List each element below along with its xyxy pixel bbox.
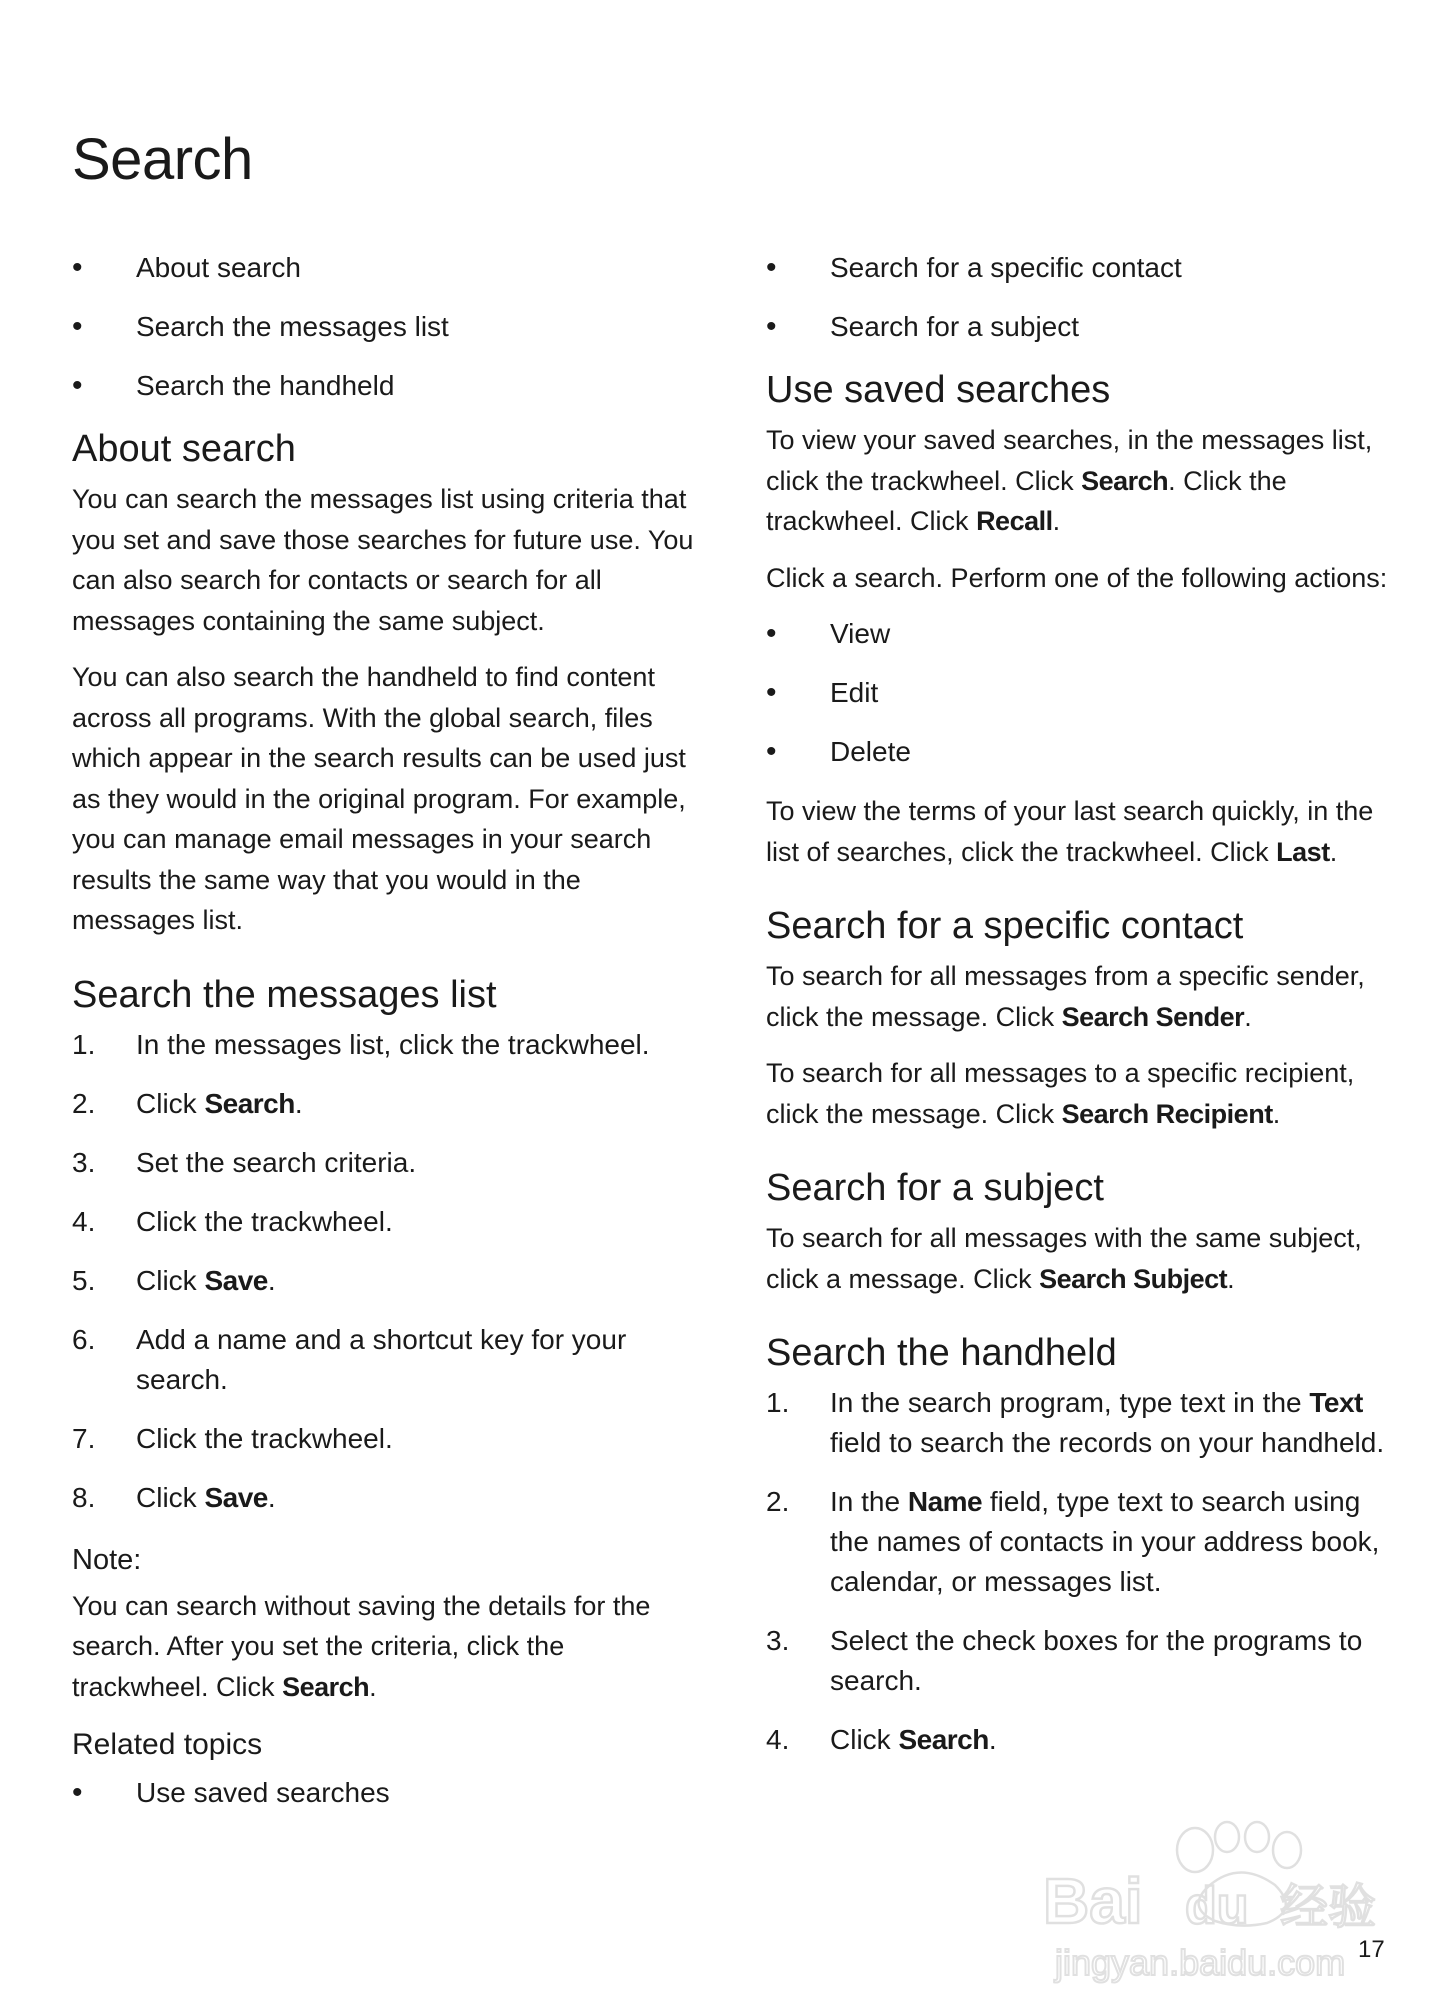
step-text: Add a name and a shortcut key for your search. <box>136 1323 627 1395</box>
text-run: To search for all messages to a specific recipient, click the message. Click <box>766 1058 1355 1129</box>
svg-text:du: du <box>1185 1877 1249 1935</box>
step-number: 6. <box>72 1323 96 1355</box>
step-item <box>72 1143 697 1183</box>
step-text-end: . <box>294 1087 303 1119</box>
topic-link-search-messages-list[interactable]: • Search the messages list <box>72 307 697 347</box>
menu-term: Search <box>898 1724 989 1755</box>
step-number: 4. <box>766 1724 790 1755</box>
step-number: 8. <box>72 1481 96 1513</box>
step-text-end: . <box>267 1481 276 1513</box>
page-title: Search <box>72 127 253 192</box>
search-contact-paragraph-2 <box>766 1053 1392 1134</box>
svg-text:jingyan.baidu.com: jingyan.baidu.com <box>1055 1942 1346 1983</box>
note-text <box>72 1586 697 1708</box>
step-number: 1. <box>766 1387 790 1418</box>
step-number: 4. <box>72 1205 96 1237</box>
saved-search-actions <box>766 614 1392 772</box>
about-search-paragraph-1: You can search the messages list using criteria that you set and save those searches for future use. You can also search for contacts or search for all messages containing the same subject. <box>72 484 694 636</box>
step-text: Click <box>136 1264 205 1296</box>
menu-term: Recall <box>976 506 1053 536</box>
step-text: Select the check boxes for the programs to search. <box>830 1625 1363 1696</box>
menu-term: Last <box>1276 836 1330 867</box>
right-topic-list <box>766 248 1392 347</box>
step-item <box>72 1084 697 1124</box>
text-run: . <box>1329 836 1338 867</box>
step-text: field to search the records on your handheld. <box>830 1427 1385 1458</box>
step-text: In the <box>830 1486 908 1517</box>
step-item <box>766 1383 1392 1463</box>
related-topics-label: Related topics <box>72 1728 263 1761</box>
search-contact-paragraph-1 <box>766 956 1392 1037</box>
topic-link-about-search[interactable]: • About search <box>72 248 697 288</box>
step-item <box>766 1621 1392 1701</box>
action-edit: • Edit <box>766 673 1392 713</box>
left-column <box>72 248 697 1832</box>
related-topics-list <box>72 1773 697 1813</box>
related-link-use-saved-searches[interactable]: • Use saved searches <box>72 1773 697 1813</box>
menu-term: Save <box>204 1481 268 1513</box>
note-text-start: You can search without saving the details for the search. After you set the criteria, click the trackwheel. Click <box>72 1590 651 1702</box>
search-messages-steps <box>72 1025 697 1518</box>
step-item <box>72 1025 697 1065</box>
text-run: To view your saved searches, in the messages list, click the trackwheel. Click <box>766 425 1373 496</box>
search-subject-heading: Search for a subject <box>766 1167 1104 1209</box>
search-messages-heading: Search the messages list <box>72 973 497 1016</box>
text-run: . <box>1052 506 1061 536</box>
svg-text:Bai: Bai <box>1043 1865 1143 1937</box>
step-text: In the search program, type text in the <box>830 1387 1310 1418</box>
text-run: To search for all messages with the same subject, click a message. Click <box>766 1223 1362 1294</box>
step-text: Click <box>830 1724 899 1755</box>
saved-searches-heading: Use saved searches <box>766 369 1111 411</box>
menu-term: Search Subject <box>1039 1263 1228 1294</box>
search-subject-paragraph <box>766 1218 1392 1299</box>
menu-term: Save <box>204 1264 268 1296</box>
svg-text:经验: 经验 <box>1280 1879 1377 1935</box>
menu-term: Search Sender <box>1061 1001 1245 1032</box>
step-number: 7. <box>72 1422 96 1454</box>
saved-searches-paragraph-1 <box>766 420 1392 542</box>
text-run: . <box>1272 1098 1281 1129</box>
note-text-end: . <box>369 1671 377 1702</box>
step-number: 3. <box>766 1625 790 1656</box>
step-item <box>766 1720 1392 1760</box>
topic-link-search-subject[interactable]: • Search for a subject <box>766 307 1392 347</box>
step-number: 3. <box>72 1146 96 1178</box>
search-handheld-heading: Search the handheld <box>766 1332 1117 1374</box>
topic-link-search-contact[interactable]: • Search for a specific contact <box>766 248 1392 288</box>
text-run: To view the terms of your last search quickly, in the list of searches, click the trackwheel. Click <box>766 796 1374 867</box>
menu-term: Search <box>282 1671 370 1702</box>
about-search-paragraph-2: You can also search the handheld to find content across all programs. With the global search, files which appear in the search results can be used just as they would in the original program. For example, you can manage email messages in your search results the same way that you would in the messages list. <box>72 662 686 935</box>
field-term: Text <box>1309 1387 1363 1418</box>
saved-searches-paragraph-2: Click a search. Perform one of the following actions: <box>766 562 1388 593</box>
step-item <box>72 1320 697 1400</box>
baidu-watermark-logo <box>1035 1815 1380 1990</box>
action-view: • View <box>766 614 1392 654</box>
step-number: 5. <box>72 1264 96 1296</box>
page-number: 17 <box>1358 1936 1385 1963</box>
step-text: field, type text to search using the names of contacts in your address book, calendar, or messages list. <box>830 1486 1380 1597</box>
text-run: . <box>1227 1263 1235 1294</box>
step-text-end: . <box>267 1264 276 1296</box>
step-item <box>72 1261 697 1301</box>
step-number: 1. <box>72 1028 96 1060</box>
saved-searches-paragraph-3 <box>766 791 1392 872</box>
topic-link-search-handheld[interactable]: • Search the handheld <box>72 366 697 406</box>
right-column <box>766 248 1392 1779</box>
text-run: To search for all messages from a specific sender, click the message. Click <box>766 961 1365 1032</box>
menu-term: Search Recipient <box>1061 1098 1273 1129</box>
step-item <box>72 1202 697 1242</box>
step-item <box>72 1419 697 1459</box>
about-search-heading: About search <box>72 428 296 470</box>
step-item <box>766 1482 1392 1602</box>
step-text: Click <box>136 1087 205 1119</box>
note-label: Note: <box>72 1543 142 1576</box>
text-run: . <box>1244 1001 1252 1032</box>
search-handheld-steps <box>766 1383 1392 1760</box>
step-text: Click the trackwheel. <box>136 1422 393 1454</box>
left-topic-list <box>72 248 697 406</box>
step-number: 2. <box>766 1486 790 1517</box>
step-text: Set the search criteria. <box>136 1146 417 1178</box>
menu-term: Search <box>1081 465 1169 496</box>
field-term: Name <box>907 1486 983 1517</box>
step-text: In the messages list, click the trackwheel. <box>136 1028 650 1060</box>
menu-term: Search <box>204 1087 295 1119</box>
step-text: Click <box>136 1481 205 1513</box>
search-contact-heading: Search for a specific contact <box>766 905 1244 947</box>
action-delete: • Delete <box>766 732 1392 772</box>
step-text: . <box>988 1724 997 1755</box>
step-item <box>72 1478 697 1518</box>
text-run: . Click the trackwheel. Click <box>766 465 1287 536</box>
step-text: Click the trackwheel. <box>136 1205 393 1237</box>
step-number: 2. <box>72 1087 96 1119</box>
